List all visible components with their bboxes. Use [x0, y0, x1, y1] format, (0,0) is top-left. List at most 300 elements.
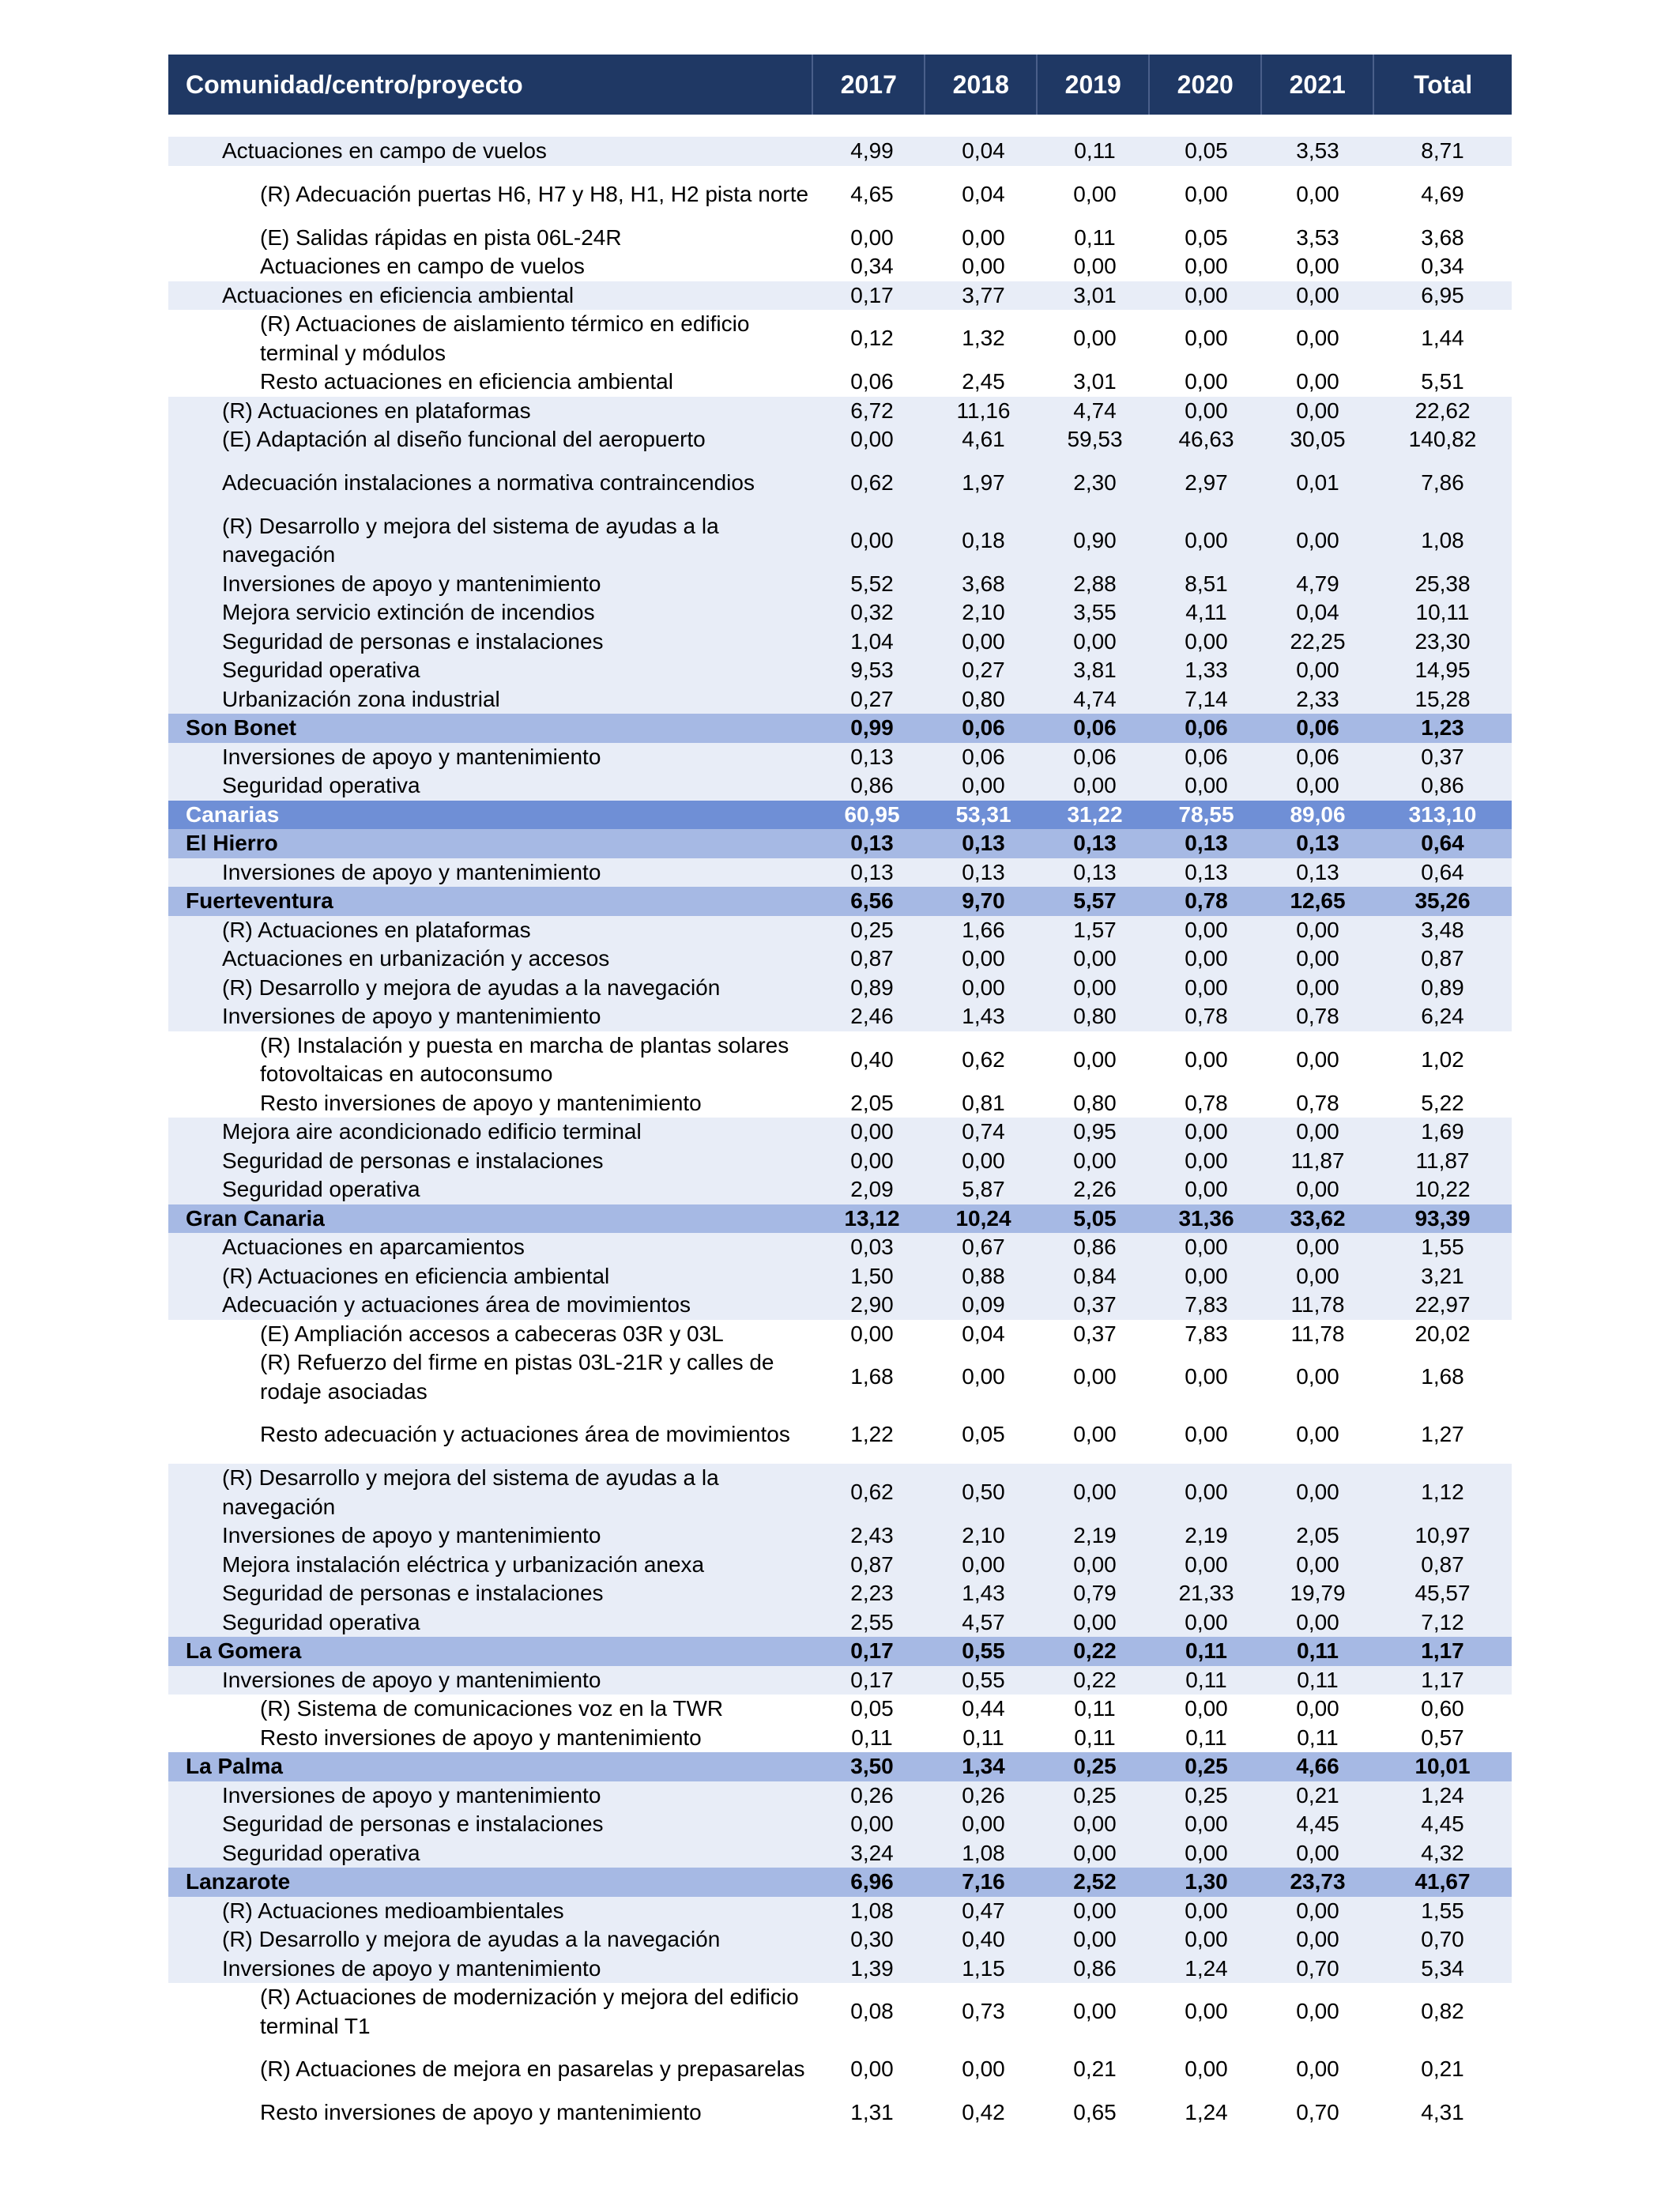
row-value: 0,00 — [1073, 181, 1117, 206]
row-label: (R) Actuaciones en plataformas — [222, 917, 531, 942]
row-value: 0,00 — [962, 946, 1005, 971]
row-label: Resto adecuación y actuaciones área de movimientos — [260, 1422, 790, 1447]
table-row — [168, 1868, 1512, 1897]
table-row — [168, 1348, 1512, 1406]
row-value: 31,36 — [1178, 1205, 1234, 1231]
row-value: 7,83 — [1185, 1292, 1228, 1317]
row-total: 0,86 — [1421, 773, 1464, 797]
row-value: 0,06 — [1296, 744, 1339, 769]
row-value: 7,83 — [1185, 1321, 1228, 1346]
row-value: 0,11 — [1074, 138, 1116, 163]
row-value: 0,13 — [1073, 859, 1117, 884]
table-row — [168, 2041, 1512, 2098]
row-value: 0,09 — [962, 1292, 1005, 1317]
table-row — [168, 598, 1512, 628]
table-row — [168, 628, 1512, 657]
row-label: (R) Actuaciones en eficiencia ambiental — [222, 1263, 610, 1288]
row-total: 0,57 — [1421, 1725, 1464, 1750]
row-value: 4,11 — [1185, 600, 1227, 624]
row-total: 1,17 — [1421, 1638, 1464, 1663]
row-value: 0,13 — [1296, 831, 1339, 855]
row-value: 2,46 — [850, 1004, 894, 1028]
row-label: Canarias — [186, 801, 280, 827]
row-total: 10,97 — [1414, 1523, 1471, 1547]
row-value: 0,00 — [1185, 1422, 1228, 1447]
row-value: 3,01 — [1073, 282, 1117, 307]
row-total: 7,12 — [1421, 1609, 1464, 1634]
investment-table — [168, 55, 1512, 2128]
table-row — [168, 1204, 1512, 1234]
row-value: 0,00 — [1296, 2056, 1339, 2082]
row-value: 0,00 — [1185, 946, 1228, 971]
table-row — [168, 137, 1512, 166]
row-value: 2,10 — [962, 1523, 1005, 1547]
row-value: 13,12 — [844, 1205, 900, 1231]
row-value: 0,00 — [1296, 1898, 1339, 1923]
row-label: Seguridad operativa — [222, 1609, 420, 1634]
table-row — [168, 1002, 1512, 1031]
row-value: 53,31 — [955, 801, 1011, 827]
table-row — [168, 1925, 1512, 1955]
row-value: 2,10 — [962, 600, 1005, 624]
row-value: 0,00 — [962, 628, 1005, 654]
row-label: Seguridad operativa — [222, 1177, 420, 1201]
row-label: (R) Actuaciones de aislamiento térmico en edificio terminal y módulos — [260, 311, 750, 365]
row-value: 1,68 — [850, 1364, 894, 1389]
row-value: 0,87 — [850, 1551, 894, 1577]
row-label: Urbanización zona industrial — [222, 686, 500, 711]
row-value: 3,53 — [1296, 138, 1339, 163]
table-row — [168, 1752, 1512, 1781]
row-value: 0,18 — [962, 527, 1005, 552]
row-value: 0,00 — [1073, 946, 1117, 971]
row-total: 22,97 — [1414, 1292, 1471, 1317]
header-2017: 2017 — [812, 55, 924, 115]
row-value: 2,19 — [1073, 1523, 1117, 1547]
header-project: Comunidad/centro/proyecto — [186, 70, 523, 99]
row-value: 0,80 — [1073, 1090, 1117, 1115]
row-value: 0,00 — [1296, 1927, 1339, 1951]
row-label: (R) Desarrollo y mejora de ayudas a la navegación — [222, 1927, 721, 1951]
row-label: Inversiones de apoyo y mantenimiento — [222, 1523, 601, 1547]
row-total: 1,02 — [1421, 1046, 1464, 1072]
row-total: 0,60 — [1421, 1696, 1464, 1721]
row-value: 0,00 — [1296, 369, 1339, 394]
row-value: 2,52 — [1073, 1869, 1117, 1894]
row-total: 0,64 — [1421, 831, 1464, 855]
row-label: Resto actuaciones en eficiencia ambiental — [260, 369, 673, 394]
row-value: 89,06 — [1290, 801, 1346, 827]
row-label: (E) Ampliación accesos a cabeceras 03R y 03L — [260, 1321, 724, 1346]
row-value: 0,11 — [1185, 1725, 1227, 1750]
row-value: 0,27 — [962, 658, 1005, 682]
row-value: 0,80 — [962, 686, 1005, 711]
row-total: 3,21 — [1421, 1263, 1464, 1288]
table-row — [168, 1579, 1512, 1608]
row-value: 1,30 — [1185, 1869, 1228, 1894]
row-value: 0,00 — [1185, 369, 1228, 394]
row-label: Mejora servicio extinción de incendios — [222, 600, 595, 624]
row-value: 0,13 — [1073, 831, 1117, 855]
row-total: 8,71 — [1421, 138, 1464, 163]
row-value: 1,39 — [850, 1955, 894, 1981]
row-value: 0,30 — [850, 1927, 894, 1951]
table-row — [168, 368, 1512, 397]
row-value: 0,00 — [1296, 1609, 1339, 1634]
row-label: (R) Actuaciones medioambientales — [222, 1898, 564, 1923]
row-value: 0,06 — [962, 744, 1005, 769]
row-label: Son Bonet — [186, 715, 296, 740]
row-total: 4,69 — [1421, 181, 1464, 206]
row-value: 0,13 — [850, 831, 894, 855]
row-value: 4,61 — [962, 427, 1005, 451]
table-row — [168, 252, 1512, 281]
row-value: 0,00 — [1185, 1364, 1228, 1389]
row-value: 1,24 — [1185, 1955, 1228, 1981]
row-total: 41,67 — [1414, 1869, 1471, 1894]
row-value: 11,16 — [956, 398, 1011, 423]
row-value: 0,62 — [850, 469, 894, 495]
row-value: 0,00 — [1073, 1148, 1117, 1173]
row-value: 1,31 — [850, 2100, 894, 2124]
row-value: 0,11 — [962, 1725, 1004, 1750]
row-total: 0,89 — [1421, 974, 1464, 1000]
row-label: Inversiones de apoyo y mantenimiento — [222, 571, 601, 596]
row-value: 0,04 — [962, 1321, 1005, 1346]
table-row — [168, 916, 1512, 945]
row-value: 0,04 — [1296, 600, 1339, 624]
row-value: 4,99 — [850, 138, 894, 163]
row-label: (E) Salidas rápidas en pista 06L-24R — [260, 224, 622, 250]
row-total: 45,57 — [1414, 1581, 1471, 1605]
row-value: 0,13 — [1185, 859, 1228, 884]
row-label: Resto inversiones de apoyo y mantenimiento — [260, 1090, 702, 1115]
row-value: 0,90 — [1073, 527, 1117, 552]
table-row — [168, 1147, 1512, 1176]
row-label: Lanzarote — [186, 1869, 291, 1894]
row-value: 0,00 — [1296, 658, 1339, 682]
row-total: 1,27 — [1421, 1422, 1464, 1447]
row-value: 0,00 — [850, 2056, 894, 2082]
row-label: (R) Actuaciones de modernización y mejora del edificio terminal T1 — [260, 1985, 799, 2038]
row-value: 0,00 — [1073, 773, 1117, 797]
table-row — [168, 2098, 1512, 2128]
row-label: Seguridad de personas e instalaciones — [222, 628, 604, 654]
row-label: Actuaciones en eficiencia ambiental — [222, 282, 574, 307]
row-value: 0,62 — [962, 1046, 1005, 1072]
row-value: 0,73 — [962, 1999, 1005, 2024]
row-value: 6,56 — [850, 888, 894, 913]
table-row — [168, 974, 1512, 1003]
row-value: 0,00 — [1073, 628, 1117, 654]
row-total: 0,82 — [1421, 1999, 1464, 2024]
row-value: 0,70 — [1296, 2100, 1339, 2124]
row-value: 0,78 — [1296, 1004, 1339, 1028]
row-value: 0,00 — [1296, 1364, 1339, 1389]
row-value: 0,00 — [850, 1119, 894, 1144]
table-row — [168, 1637, 1512, 1666]
row-value: 0,25 — [1073, 1782, 1117, 1808]
row-value: 0,00 — [1296, 917, 1339, 942]
row-label: (R) Instalación y puesta en marcha de plantas solares fotovoltaicas en autoconsumo — [260, 1032, 789, 1086]
table-row — [168, 224, 1512, 253]
row-total: 0,87 — [1421, 946, 1464, 971]
row-value: 0,17 — [850, 1638, 894, 1663]
row-value: 0,00 — [1296, 326, 1339, 351]
row-value: 0,00 — [1185, 773, 1228, 797]
row-label: Seguridad de personas e instalaciones — [222, 1581, 604, 1605]
row-total: 1,69 — [1421, 1119, 1464, 1144]
row-value: 0,00 — [1185, 1609, 1228, 1634]
row-label: (R) Sistema de comunicaciones voz en la TWR — [260, 1696, 724, 1721]
row-total: 1,68 — [1421, 1364, 1464, 1389]
row-value: 0,50 — [962, 1480, 1005, 1505]
row-value: 0,00 — [1296, 254, 1339, 278]
row-value: 0,00 — [962, 224, 1005, 250]
row-value: 0,00 — [1296, 282, 1339, 307]
row-value: 2,23 — [850, 1581, 894, 1605]
row-label: Resto inversiones de apoyo y mantenimiento — [260, 1725, 702, 1750]
row-value: 0,11 — [1185, 1667, 1227, 1692]
table-row — [168, 1175, 1512, 1204]
row-value: 0,81 — [962, 1090, 1005, 1115]
row-value: 0,32 — [850, 600, 894, 624]
row-total: 313,10 — [1408, 801, 1477, 827]
row-value: 0,06 — [1073, 715, 1117, 740]
row-value: 2,90 — [850, 1292, 894, 1317]
row-value: 0,06 — [1296, 715, 1339, 740]
table-row — [168, 281, 1512, 311]
row-total: 0,70 — [1421, 1927, 1464, 1951]
row-value: 0,00 — [1185, 254, 1228, 278]
row-value: 0,11 — [1074, 224, 1116, 250]
row-value: 0,87 — [850, 946, 894, 971]
row-value: 6,72 — [850, 398, 894, 423]
row-value: 5,52 — [850, 571, 894, 596]
row-value: 0,11 — [1074, 1725, 1116, 1750]
header-gap — [168, 115, 1512, 137]
row-value: 0,74 — [962, 1119, 1005, 1144]
row-value: 0,78 — [1296, 1090, 1339, 1115]
row-label: Adecuación instalaciones a normativa contraincendios — [222, 469, 755, 495]
table-row — [168, 1897, 1512, 1926]
row-value: 0,88 — [962, 1263, 1005, 1288]
row-value: 0,00 — [1073, 1840, 1117, 1865]
row-value: 0,11 — [1297, 1667, 1339, 1692]
table-row — [168, 1551, 1512, 1580]
row-total: 20,02 — [1414, 1321, 1471, 1346]
row-value: 0,00 — [1073, 1898, 1117, 1923]
row-value: 0,00 — [1185, 2056, 1228, 2082]
row-value: 3,81 — [1073, 658, 1117, 682]
row-value: 0,00 — [1296, 1999, 1339, 2024]
row-value: 11,78 — [1290, 1321, 1345, 1346]
row-value: 0,08 — [850, 1999, 894, 2024]
row-value: 0,00 — [962, 773, 1005, 797]
row-value: 0,00 — [1073, 1480, 1117, 1505]
row-label: Actuaciones en aparcamientos — [222, 1235, 525, 1259]
row-value: 0,00 — [1185, 1927, 1228, 1951]
table-row — [168, 1521, 1512, 1551]
row-value: 0,26 — [850, 1782, 894, 1808]
row-value: 0,04 — [962, 181, 1005, 206]
table-row — [168, 944, 1512, 974]
row-label: Actuaciones en urbanización y accesos — [222, 946, 610, 971]
row-value: 0,00 — [1296, 1422, 1339, 1447]
row-total: 6,24 — [1421, 1004, 1464, 1028]
table-row — [168, 1839, 1512, 1868]
row-total: 25,38 — [1414, 571, 1471, 596]
table-row — [168, 771, 1512, 801]
row-label: Inversiones de apoyo y mantenimiento — [222, 1955, 601, 1981]
row-value: 30,05 — [1290, 427, 1346, 451]
row-value: 0,25 — [1073, 1754, 1117, 1778]
table-row — [168, 1031, 1512, 1089]
table-row — [168, 1810, 1512, 1839]
row-value: 0,05 — [1185, 224, 1228, 250]
row-value: 7,14 — [1185, 686, 1228, 711]
row-value: 1,43 — [962, 1581, 1005, 1605]
row-value: 0,00 — [1185, 1840, 1228, 1865]
row-value: 0,00 — [1185, 282, 1228, 307]
row-value: 4,74 — [1073, 398, 1117, 423]
row-label: Resto inversiones de apoyo y mantenimiento — [260, 2100, 702, 2124]
table-body — [168, 137, 1512, 2128]
row-value: 0,00 — [1185, 181, 1228, 206]
row-value: 2,30 — [1073, 469, 1117, 495]
row-value: 0,00 — [1185, 527, 1228, 552]
row-total: 10,11 — [1415, 600, 1470, 624]
row-value: 3,77 — [962, 282, 1005, 307]
table-row — [168, 1291, 1512, 1320]
row-total: 0,87 — [1421, 1551, 1464, 1577]
row-total: 4,31 — [1421, 2100, 1464, 2124]
row-value: 1,57 — [1073, 917, 1117, 942]
row-value: 1,15 — [962, 1955, 1005, 1981]
row-value: 46,63 — [1178, 427, 1234, 451]
row-total: 22,62 — [1414, 398, 1471, 423]
table-row — [168, 858, 1512, 888]
row-value: 78,55 — [1178, 801, 1234, 827]
table-row — [168, 1666, 1512, 1695]
row-value: 0,78 — [1185, 888, 1228, 913]
row-value: 0,00 — [1073, 1999, 1117, 2024]
row-total: 5,51 — [1421, 369, 1464, 394]
row-value: 1,08 — [962, 1840, 1005, 1865]
row-label: La Palma — [186, 1754, 283, 1778]
row-value: 2,55 — [850, 1609, 894, 1634]
row-value: 22,25 — [1290, 628, 1346, 654]
row-value: 0,00 — [1185, 1148, 1228, 1173]
row-value: 7,16 — [962, 1869, 1005, 1894]
row-value: 0,44 — [962, 1696, 1005, 1721]
row-value: 0,00 — [1296, 1480, 1339, 1505]
row-value: 0,42 — [962, 2100, 1005, 2124]
row-label: Actuaciones en campo de vuelos — [260, 254, 585, 278]
row-value: 0,78 — [1185, 1090, 1228, 1115]
row-value: 3,55 — [1073, 600, 1117, 624]
row-value: 0,25 — [1185, 1782, 1228, 1808]
row-value: 1,34 — [962, 1754, 1005, 1778]
row-total: 4,32 — [1421, 1840, 1464, 1865]
row-value: 0,00 — [1073, 1046, 1117, 1072]
row-value: 0,78 — [1185, 1004, 1228, 1028]
row-label: Inversiones de apoyo y mantenimiento — [222, 1667, 601, 1692]
row-value: 0,00 — [1185, 1235, 1228, 1259]
row-value: 1,24 — [1185, 2100, 1228, 2124]
row-total: 14,95 — [1414, 658, 1471, 682]
row-total: 1,23 — [1421, 715, 1464, 740]
row-total: 1,24 — [1421, 1782, 1464, 1808]
row-label: Inversiones de apoyo y mantenimiento — [222, 859, 601, 884]
row-value: 5,57 — [1073, 888, 1117, 913]
row-value: 0,00 — [1185, 326, 1228, 351]
table-row — [168, 1262, 1512, 1291]
table-row — [168, 887, 1512, 916]
row-value: 11,87 — [1290, 1148, 1345, 1173]
row-value: 0,00 — [1185, 628, 1228, 654]
row-label: (R) Actuaciones de mejora en pasarelas y prepasarelas — [260, 2056, 805, 2082]
row-value: 0,00 — [850, 1811, 894, 1836]
row-value: 0,34 — [850, 254, 894, 278]
table-row — [168, 685, 1512, 714]
row-total: 0,37 — [1421, 744, 1464, 769]
row-value: 0,06 — [1073, 744, 1117, 769]
row-label: Inversiones de apoyo y mantenimiento — [222, 744, 601, 769]
row-label: Actuaciones en campo de vuelos — [222, 138, 547, 163]
row-label: (R) Desarrollo y mejora del sistema de ayudas a la navegación — [222, 513, 719, 567]
row-value: 0,00 — [1185, 1046, 1228, 1072]
table-row — [168, 1233, 1512, 1262]
row-value: 2,88 — [1073, 571, 1117, 596]
row-value: 5,05 — [1073, 1205, 1117, 1231]
row-value: 0,01 — [1296, 469, 1339, 495]
row-label: (R) Refuerzo del firme en pistas 03L-21R y calles de rodaje asociadas — [260, 1350, 774, 1404]
row-value: 0,06 — [1185, 715, 1228, 740]
row-value: 0,05 — [850, 1696, 894, 1721]
row-total: 1,08 — [1421, 527, 1464, 552]
row-value: 0,11 — [851, 1725, 893, 1750]
row-value: 21,33 — [1178, 1581, 1234, 1605]
row-total: 10,22 — [1414, 1177, 1471, 1201]
row-value: 60,95 — [844, 801, 900, 827]
row-total: 35,26 — [1414, 888, 1471, 913]
table-row — [168, 310, 1512, 368]
row-total: 1,55 — [1421, 1898, 1464, 1923]
row-value: 0,05 — [1185, 138, 1228, 163]
table-row — [168, 512, 1512, 570]
row-total: 5,34 — [1421, 1955, 1464, 1981]
row-value: 2,45 — [962, 369, 1005, 394]
row-total: 93,39 — [1414, 1205, 1471, 1231]
row-value: 1,32 — [962, 326, 1005, 351]
row-value: 1,66 — [962, 917, 1005, 942]
row-value: 0,13 — [1185, 831, 1228, 855]
row-value: 12,65 — [1290, 888, 1346, 913]
header-2021: 2021 — [1260, 55, 1373, 115]
row-total: 10,01 — [1414, 1754, 1471, 1778]
row-value: 0,00 — [1073, 1551, 1117, 1577]
table-row — [168, 829, 1512, 858]
table-row — [168, 801, 1512, 830]
row-value: 1,22 — [850, 1422, 894, 1447]
row-value: 0,00 — [962, 1148, 1005, 1173]
table-row — [168, 1955, 1512, 1984]
row-total: 3,68 — [1421, 224, 1464, 250]
row-value: 0,00 — [962, 1551, 1005, 1577]
row-value: 0,00 — [1296, 1696, 1339, 1721]
row-value: 0,86 — [1073, 1235, 1117, 1259]
